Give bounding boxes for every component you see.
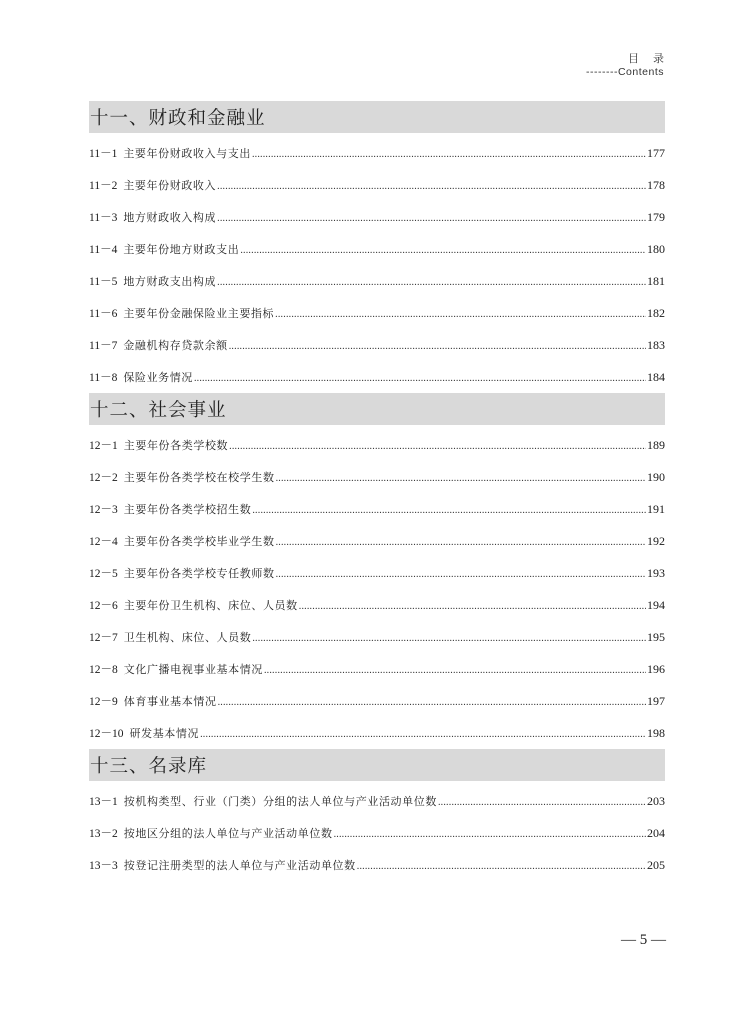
toc-entry[interactable] xyxy=(89,329,665,361)
entry-title: 主要年份各类学校招生数 xyxy=(123,503,252,516)
dot-leader xyxy=(276,527,646,559)
toc-entry[interactable] xyxy=(89,849,665,881)
dot-leader xyxy=(252,623,646,655)
entry-number: 11－1 xyxy=(89,148,118,160)
toc-entry[interactable] xyxy=(89,525,665,557)
entry-title: 按机构类型、行业（门类）分组的法人单位与产业活动单位数 xyxy=(123,795,437,808)
dot-leader xyxy=(229,331,646,363)
running-head xyxy=(586,52,678,79)
dot-leader xyxy=(200,719,646,751)
entry-number: 11－7 xyxy=(89,340,118,352)
dot-leader xyxy=(217,267,646,299)
entry-number: 11－8 xyxy=(89,372,118,384)
entry-title: 卫生机构、床位、人员数 xyxy=(123,631,252,644)
dot-leader xyxy=(218,687,646,719)
entry-number: 12－1 xyxy=(89,440,118,452)
toc-entry[interactable] xyxy=(89,169,665,201)
entry-page: 197 xyxy=(647,694,665,708)
dot-leader xyxy=(217,171,646,203)
toc-entry[interactable] xyxy=(89,201,665,233)
running-head-title-en: --------Contents xyxy=(586,66,664,78)
section-heading: 十三、名录库 xyxy=(89,749,665,781)
entry-page: 205 xyxy=(647,858,665,872)
entry-title: 按地区分组的法人单位与产业活动单位数 xyxy=(123,827,333,840)
dot-leader xyxy=(264,655,646,687)
dot-leader xyxy=(299,591,646,623)
toc-entry[interactable] xyxy=(89,589,665,621)
entry-number: 11－6 xyxy=(89,308,118,320)
toc-entry[interactable] xyxy=(89,265,665,297)
dot-leader xyxy=(194,363,646,395)
dot-leader xyxy=(229,431,646,463)
entry-title: 地方财政支出构成 xyxy=(123,275,217,288)
entry-title: 主要年份地方财政支出 xyxy=(123,243,240,256)
entry-page: 198 xyxy=(647,726,665,740)
entry-page: 204 xyxy=(647,826,665,840)
entry-page: 180 xyxy=(647,242,665,256)
toc-entry[interactable] xyxy=(89,233,665,265)
entry-number: 13－2 xyxy=(89,828,118,840)
entry-page: 203 xyxy=(647,794,665,808)
entry-page: 191 xyxy=(647,502,665,516)
entry-page: 177 xyxy=(647,146,665,160)
entry-title: 按登记注册类型的法人单位与产业活动单位数 xyxy=(123,859,356,872)
entry-title: 文化广播电视事业基本情况 xyxy=(123,663,263,676)
toc-section-12 xyxy=(89,393,665,749)
entry-title: 主要年份各类学校在校学生数 xyxy=(123,471,275,484)
entry-number: 11－5 xyxy=(89,276,118,288)
dot-leader xyxy=(334,819,646,851)
toc-entry[interactable] xyxy=(89,297,665,329)
entry-title: 体育事业基本情况 xyxy=(123,695,217,708)
entry-number: 12－7 xyxy=(89,632,118,644)
entry-page: 178 xyxy=(647,178,665,192)
entry-title: 主要年份财政收入与支出 xyxy=(123,147,251,160)
toc-entry[interactable] xyxy=(89,717,665,749)
entry-number: 12－4 xyxy=(89,536,118,548)
dot-leader xyxy=(252,139,646,171)
entry-number: 12－2 xyxy=(89,472,118,484)
running-head-title-cn: 目录 xyxy=(628,52,678,65)
toc-entry[interactable] xyxy=(89,653,665,685)
toc-entry[interactable] xyxy=(89,817,665,849)
toc-entry[interactable] xyxy=(89,621,665,653)
toc-entry[interactable] xyxy=(89,429,665,461)
toc-entry[interactable] xyxy=(89,461,665,493)
toc-section-11 xyxy=(89,101,665,393)
entry-title: 保险业务情况 xyxy=(123,371,193,384)
entry-title: 主要年份卫生机构、床位、人员数 xyxy=(123,599,298,612)
entry-page: 196 xyxy=(647,662,665,676)
entry-title: 主要年份财政收入 xyxy=(123,179,217,192)
entry-title: 地方财政收入构成 xyxy=(123,211,217,224)
entry-page: 182 xyxy=(647,306,665,320)
entry-page: 190 xyxy=(647,470,665,484)
dot-leader xyxy=(252,495,646,527)
dot-leader xyxy=(275,299,646,331)
entry-page: 179 xyxy=(647,210,665,224)
table-of-contents xyxy=(89,101,665,881)
toc-entry[interactable] xyxy=(89,785,665,817)
entry-page: 194 xyxy=(647,598,665,612)
dot-leader xyxy=(240,235,646,267)
entry-page: 184 xyxy=(647,370,665,384)
entry-page: 193 xyxy=(647,566,665,580)
toc-entry[interactable] xyxy=(89,361,665,393)
entry-title: 主要年份各类学校毕业学生数 xyxy=(123,535,275,548)
toc-entry[interactable] xyxy=(89,137,665,169)
entry-number: 13－3 xyxy=(89,860,118,872)
entry-title: 研发基本情况 xyxy=(129,727,200,740)
entry-number: 11－2 xyxy=(89,180,118,192)
entry-page: 195 xyxy=(647,630,665,644)
dot-leader xyxy=(438,787,646,819)
toc-section-13 xyxy=(89,749,665,881)
entry-page: 192 xyxy=(647,534,665,548)
entry-number: 13－1 xyxy=(89,796,118,808)
entry-number: 12－6 xyxy=(89,600,118,612)
entry-number: 11－3 xyxy=(89,212,118,224)
entry-page: 189 xyxy=(647,438,665,452)
entry-title: 金融机构存贷款余额 xyxy=(123,339,228,352)
section-heading: 十二、社会事业 xyxy=(89,393,665,425)
entry-title: 主要年份各类学校专任教师数 xyxy=(123,567,275,580)
section-heading: 十一、财政和金融业 xyxy=(89,101,665,133)
entry-title: 主要年份金融保险业主要指标 xyxy=(123,307,275,320)
dot-leader xyxy=(276,559,646,591)
entry-number: 12－5 xyxy=(89,568,118,580)
toc-entry[interactable] xyxy=(89,493,665,525)
toc-entry[interactable] xyxy=(89,685,665,717)
entry-number: 12－3 xyxy=(89,504,118,516)
page-number: — 5 — xyxy=(621,932,666,948)
entry-number: 12－9 xyxy=(89,696,118,708)
entry-title: 主要年份各类学校数 xyxy=(123,439,229,452)
entry-page: 183 xyxy=(647,338,665,352)
entry-number: 12－10 xyxy=(89,728,124,740)
dot-leader xyxy=(357,851,646,883)
entry-number: 11－4 xyxy=(89,244,118,256)
dot-leader xyxy=(217,203,646,235)
toc-entry[interactable] xyxy=(89,557,665,589)
dot-leader xyxy=(276,463,646,495)
entry-number: 12－8 xyxy=(89,664,118,676)
entry-page: 181 xyxy=(647,274,665,288)
